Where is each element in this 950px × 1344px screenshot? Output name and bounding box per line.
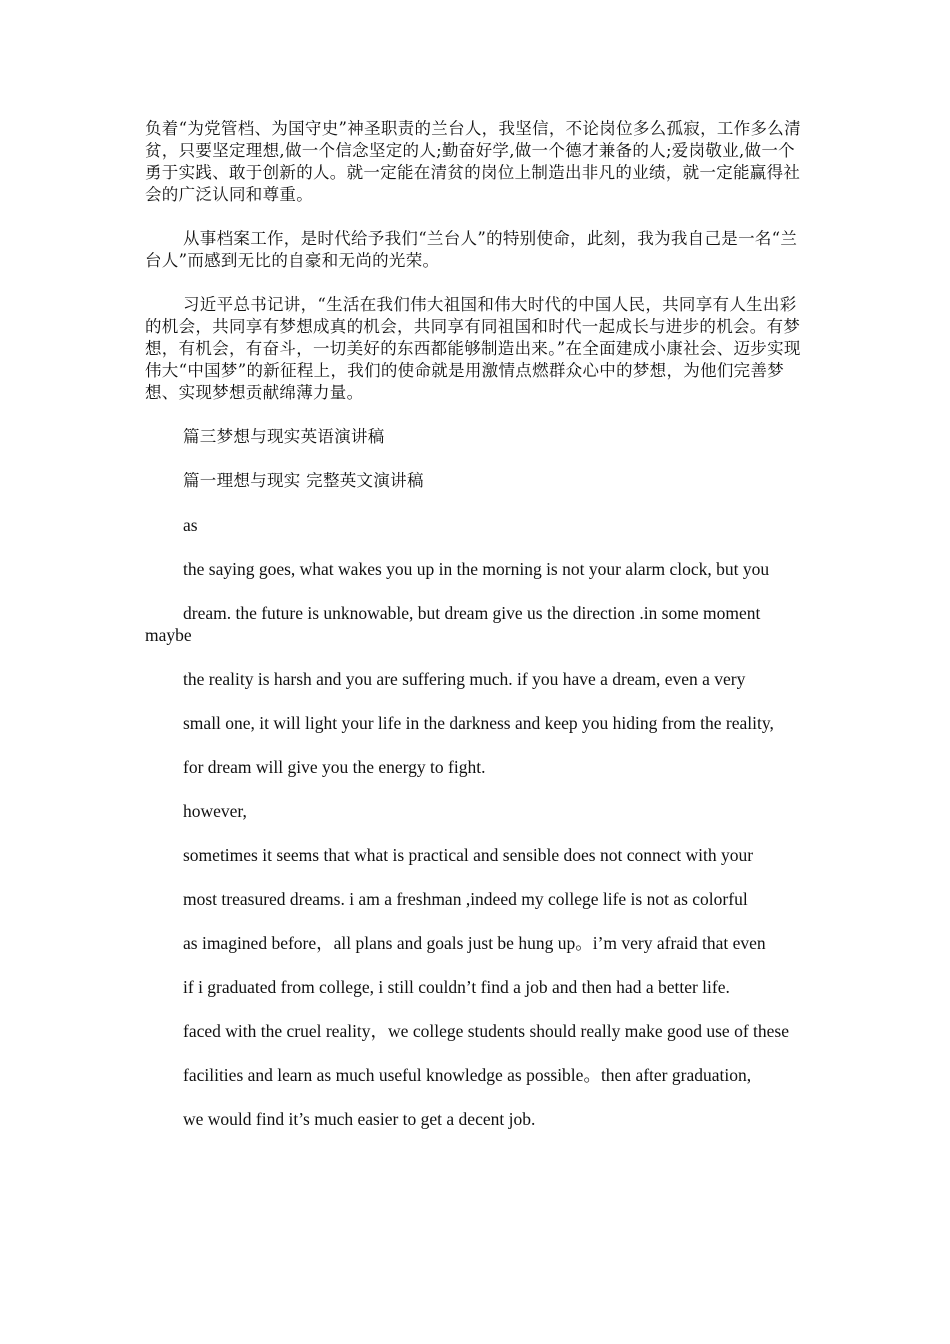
paragraph-lantai-commitment: 负着“为党管档、为国守史”神圣职责的兰台人，我坚信，不论岗位多么孤寂，工作多么清贫，只要坚定理想,做一个信念坚定的人;勤奋好学,做一个德才兼备的人;爱岗敬业,做一个勇于实践、敢于创新的人。就一定能在清贫的岗位上制造出非凡的业绩，就一定能赢得社会的广泛认同和尊重。 — [145, 119, 801, 204]
english-line: dream. the future is unknowable, but dream give us the direction .in some moment maybe — [145, 603, 761, 645]
paragraph-xi-quote: 习近平总书记讲，“生活在我们伟大祖国和伟大时代的中国人民，共同享有人生出彩的机会，共同享有梦想成真的机会，共同享有同祖国和时代一起成长与进步的机会。有梦想，有机会，有奋斗，一切美好的东西都能够制造出来。”在全面建成小康社会、迈步实现伟大“中国梦”的新征程上，我们的使命就是用激情点燃群众心中的梦想，为他们完善梦想、实现梦想贡献绵薄力量。 — [145, 295, 801, 402]
english-line: we would find it’s much easier to get a decent job. — [183, 1109, 536, 1129]
english-line: however, — [183, 801, 247, 821]
english-line: for dream will give you the energy to fight. — [183, 757, 486, 777]
english-line: faced with the cruel reality，we college students should really make good use of these — [183, 1021, 789, 1041]
english-line: the reality is harsh and you are suffering much. if you have a dream, even a very — [183, 669, 746, 689]
section-heading-part-one: 篇一理想与现实 完整英文演讲稿 — [183, 471, 424, 490]
english-line: most treasured dreams. i am a freshman ,indeed my college life is not as colorful — [183, 889, 748, 909]
english-line: sometimes it seems that what is practical and sensible does not connect with your — [183, 845, 754, 865]
english-line: as imagined before，all plans and goals just be hung up。i’m very afraid that even — [183, 933, 766, 953]
english-line: the saying goes, what wakes you up in the morning is not your alarm clock, but you — [183, 559, 770, 579]
english-line: if i graduated from college, i still couldn’t find a job and then had a better life. — [183, 977, 730, 997]
paragraph-archive-mission: 从事档案工作，是时代给予我们“兰台人”的特别使命，此刻，我为我自己是一名“兰台人”而感到无比的自豪和无尚的光荣。 — [145, 229, 798, 270]
english-line: small one, it will light your life in the darkness and keep you hiding from the reality, — [183, 713, 774, 733]
english-line: as — [183, 515, 198, 535]
section-heading-part-three: 篇三梦想与现实英语演讲稿 — [183, 427, 385, 446]
english-line: facilities and learn as much useful knowledge as possible。then after graduation, — [183, 1065, 752, 1085]
document-page — [145, 118, 810, 1130]
